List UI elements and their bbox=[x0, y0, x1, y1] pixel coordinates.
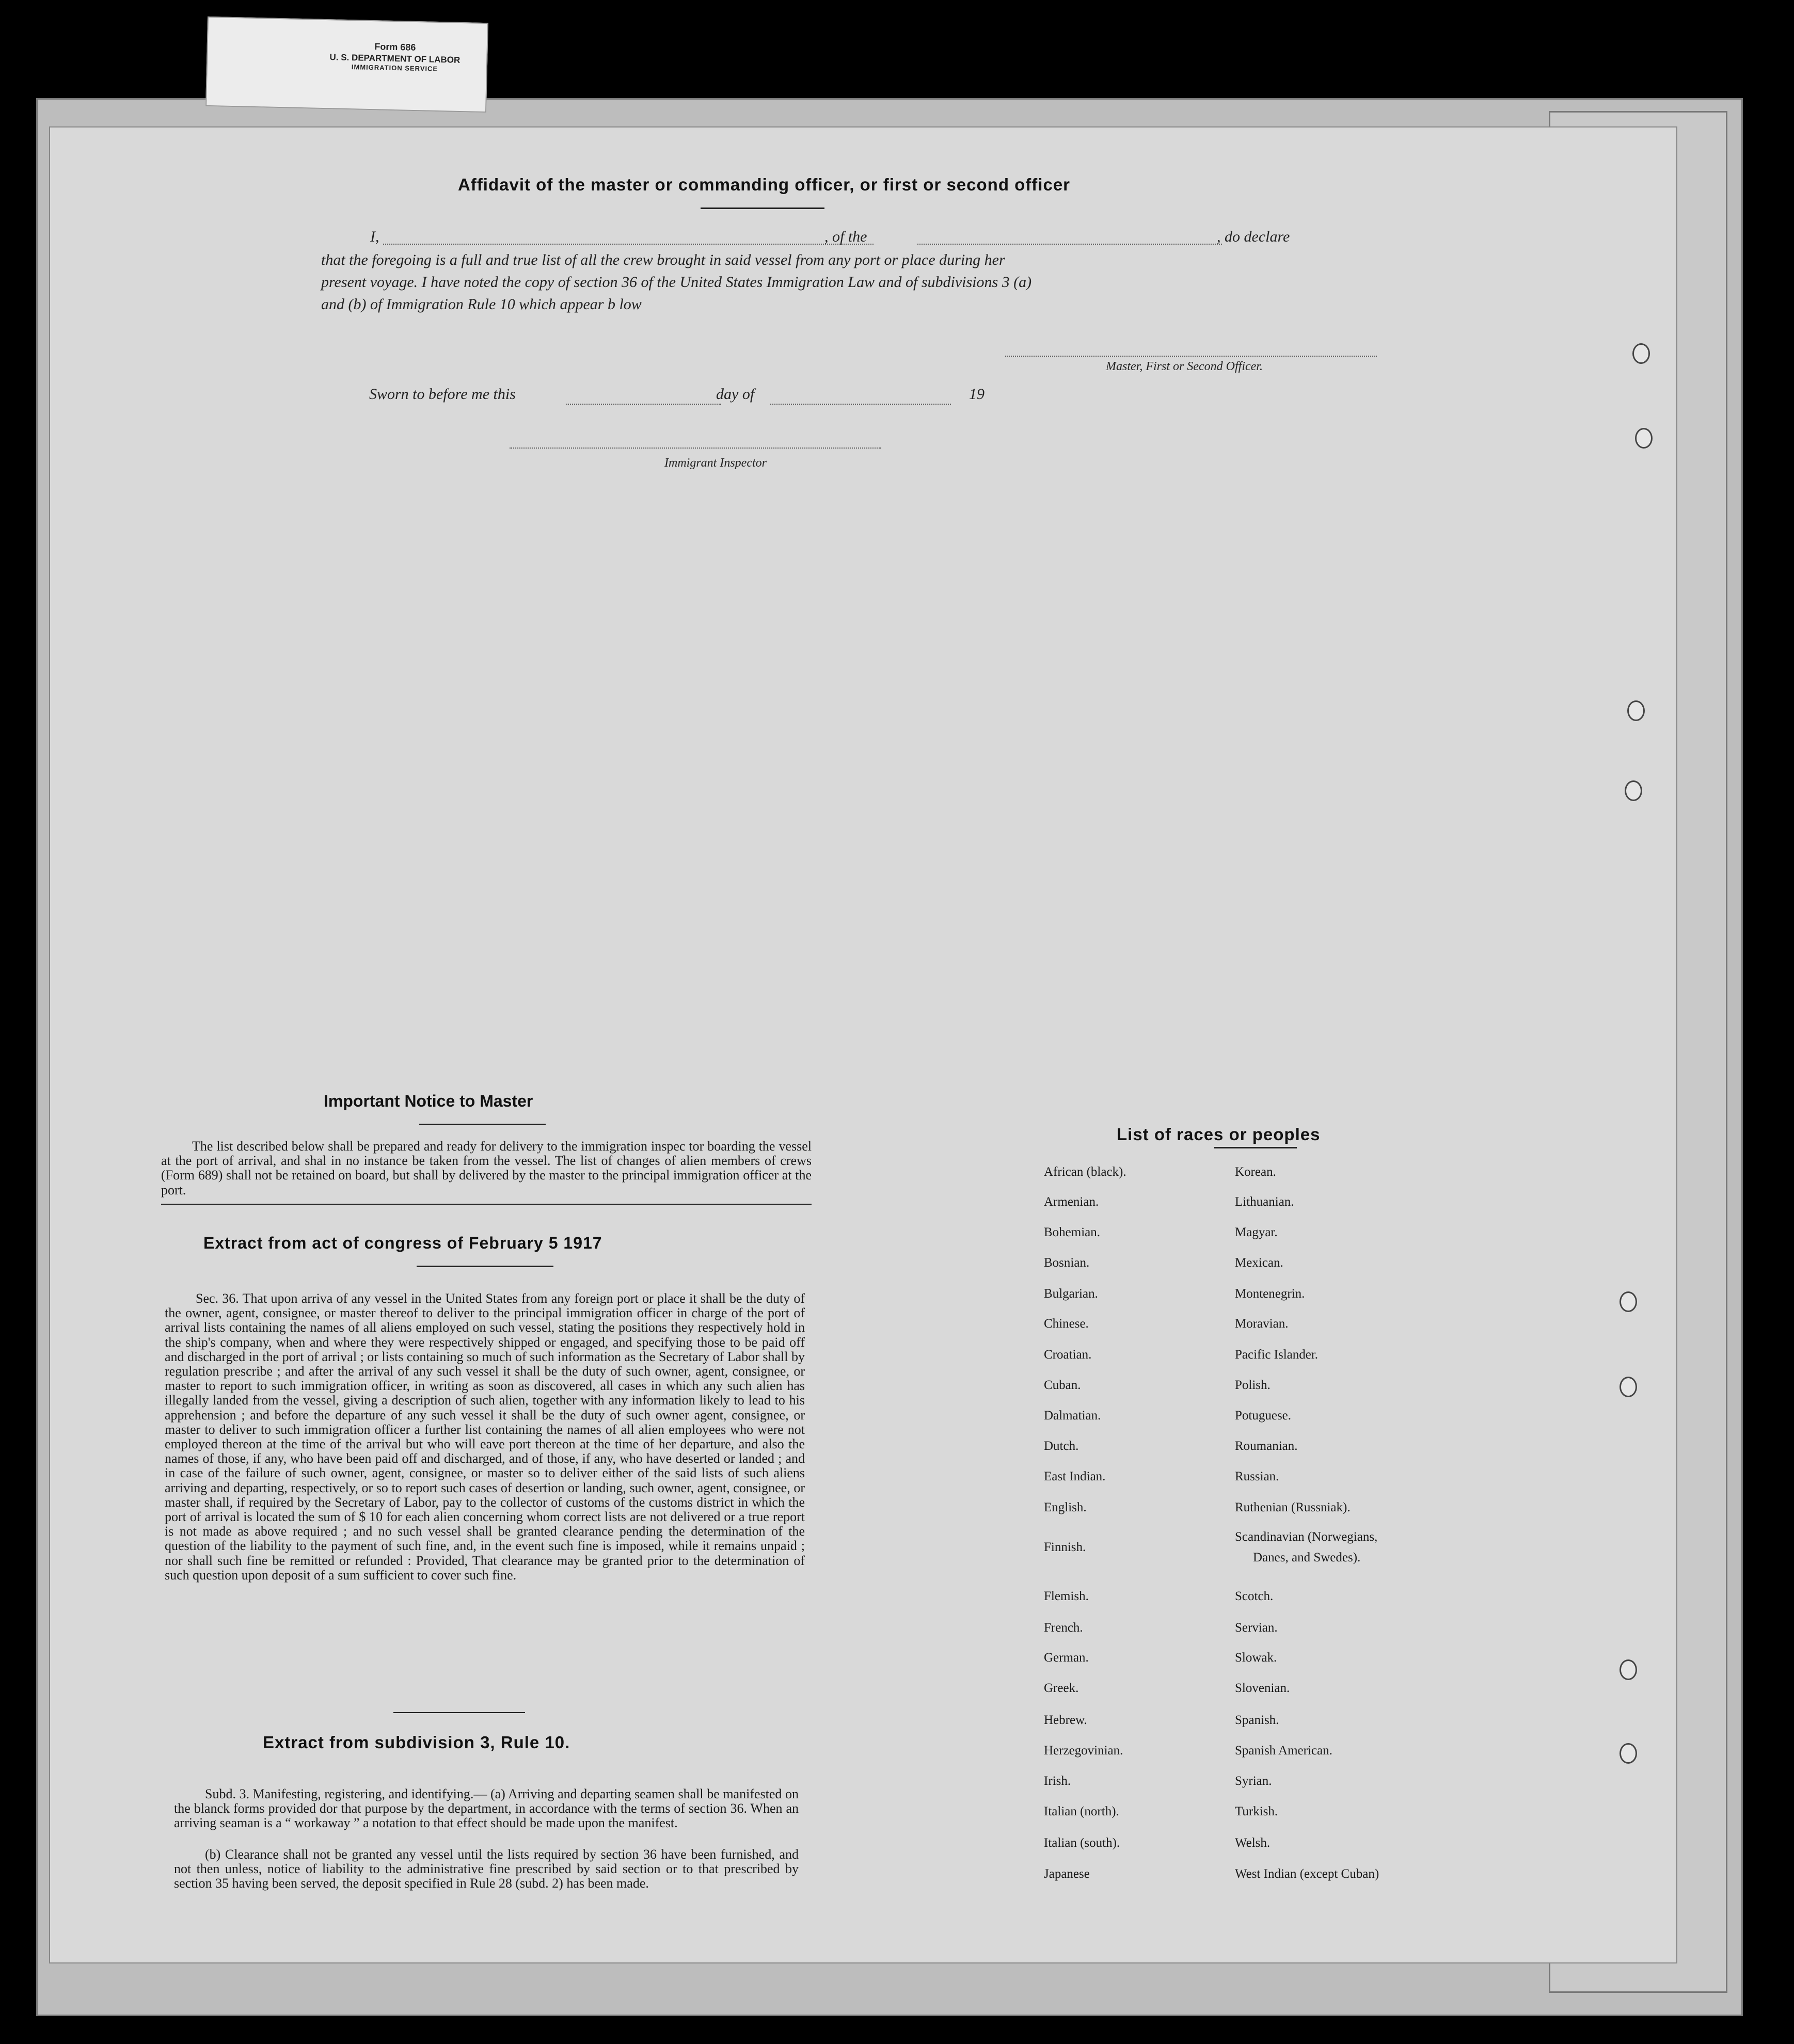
race-item: Potuguese. bbox=[1235, 1409, 1292, 1423]
race-item: Slowak. bbox=[1235, 1651, 1277, 1665]
race-item: Dutch. bbox=[1044, 1439, 1079, 1453]
race-item: Italian (north). bbox=[1044, 1805, 1119, 1818]
race-item: Servian. bbox=[1235, 1621, 1278, 1635]
race-item: Moravian. bbox=[1235, 1317, 1289, 1331]
inspector-label: Immigrant Inspector bbox=[664, 456, 767, 470]
race-item: Dalmatian. bbox=[1044, 1409, 1101, 1423]
race-item: Armenian. bbox=[1044, 1195, 1099, 1209]
binder-hole bbox=[1625, 780, 1642, 801]
notice-bottom-rule bbox=[161, 1204, 812, 1205]
signature-line bbox=[1005, 356, 1377, 357]
affidavit-of-the: , of the bbox=[824, 228, 867, 245]
affidavit-i: I, bbox=[370, 228, 379, 245]
race-item: Welsh. bbox=[1235, 1836, 1271, 1850]
race-item: East Indian. bbox=[1044, 1470, 1106, 1483]
notice-rule bbox=[419, 1124, 546, 1125]
year-text: 19 bbox=[969, 386, 985, 403]
vessel-line bbox=[917, 244, 1222, 245]
race-item: Bulgarian. bbox=[1044, 1287, 1098, 1301]
extract-act-rule bbox=[417, 1266, 553, 1267]
service-name: IMMIGRATION SERVICE bbox=[351, 62, 438, 73]
extract-act-title: Extract from act of congress of February 5 1917 bbox=[203, 1234, 602, 1252]
affidavit-line-3: present voyage. I have noted the copy of section 36 of the United States Immigration Law and of subdivisions 3 (a) bbox=[321, 274, 1032, 291]
race-item: Korean. bbox=[1235, 1165, 1276, 1179]
race-item: Spanish. bbox=[1235, 1713, 1279, 1727]
notice-title: Important Notice to Master bbox=[324, 1092, 533, 1110]
race-item: Spanish American. bbox=[1235, 1744, 1332, 1758]
race-item: Flemish. bbox=[1044, 1589, 1089, 1603]
race-item: Bosnian. bbox=[1044, 1256, 1090, 1270]
form-number: Form 686 bbox=[374, 41, 416, 53]
race-item: Mexican. bbox=[1235, 1256, 1283, 1270]
race-item: Herzegovinian. bbox=[1044, 1744, 1123, 1758]
race-item: Scotch. bbox=[1235, 1589, 1274, 1603]
race-item: Lithuanian. bbox=[1235, 1195, 1294, 1209]
extract-rule-para-a: Subd. 3. Manifesting, registering, and identifying.— (a) Arriving and departing seamen shall be manifested on the blanck forms provided dor that purpose by the department, in accordance with the terms of section 36. When an arriving seaman is a “ workaway ” a notation to that effect should be made upon the manifest. bbox=[174, 1786, 799, 1831]
affidavit-title: Affidavit of the master or commanding officer, or first or second officer bbox=[458, 175, 1071, 194]
race-item: French. bbox=[1044, 1621, 1083, 1635]
document-page bbox=[49, 126, 1677, 1963]
binder-hole bbox=[1632, 343, 1650, 364]
race-item: Greek. bbox=[1044, 1681, 1079, 1695]
race-item: Russian. bbox=[1235, 1470, 1279, 1483]
binder-hole bbox=[1620, 1743, 1637, 1764]
title-rule bbox=[701, 207, 824, 209]
race-item: Slovenian. bbox=[1235, 1681, 1290, 1695]
binder-hole bbox=[1620, 1291, 1637, 1312]
race-item: African (black). bbox=[1044, 1165, 1126, 1179]
race-item: Bohemian. bbox=[1044, 1225, 1101, 1239]
races-rule bbox=[1214, 1147, 1297, 1148]
inspector-line bbox=[510, 448, 881, 449]
race-item: Roumanian. bbox=[1235, 1439, 1298, 1453]
month-line bbox=[770, 404, 951, 405]
binder-hole bbox=[1620, 1659, 1637, 1680]
race-item: English. bbox=[1044, 1500, 1087, 1514]
race-item: Japanese bbox=[1044, 1867, 1090, 1881]
race-item: Chinese. bbox=[1044, 1317, 1089, 1331]
race-item: Polish. bbox=[1235, 1378, 1271, 1392]
race-item: Turkish. bbox=[1235, 1805, 1278, 1818]
race-item: Pacific Islander. bbox=[1235, 1348, 1319, 1362]
races-title: List of races or peoples bbox=[1117, 1125, 1321, 1144]
race-item: Cuban. bbox=[1044, 1378, 1081, 1392]
name-line bbox=[383, 244, 874, 245]
affidavit-line-2: that the foregoing is a full and true list of all the crew brought in said vessel from any port or place during her bbox=[321, 251, 1005, 268]
race-item: Hebrew. bbox=[1044, 1713, 1087, 1727]
race-item: Finnish. bbox=[1044, 1540, 1086, 1554]
sworn-day-line bbox=[566, 404, 721, 405]
form-tab-text bbox=[309, 39, 480, 74]
day-of-text: day of bbox=[716, 386, 755, 403]
extract-rule-title: Extract from subdivision 3, Rule 10. bbox=[263, 1733, 570, 1752]
sworn-text: Sworn to before me this bbox=[369, 386, 516, 403]
signature-label: Master, First or Second Officer. bbox=[1106, 360, 1263, 373]
affidavit-declare: , do declare bbox=[1217, 228, 1290, 245]
notice-text: The list described below shall be prepared and ready for delivery to the immigration inspec tor boarding the vessel at the port of arrival, and shal in no instance be taken from the vessel. The list of changes of alien members of crews (Form 689) shall not be retained on board, but shall by delivered by the master to the principal immigration officer at the port. bbox=[161, 1139, 812, 1197]
race-item: West Indian (except Cuban) bbox=[1235, 1867, 1379, 1881]
race-item: Montenegrin. bbox=[1235, 1287, 1305, 1301]
race-item: Scandinavian (Norwegians, bbox=[1235, 1530, 1378, 1544]
department-name: U. S. DEPARTMENT OF LABOR bbox=[329, 52, 461, 65]
extract-rule-para-b: (b) Clearance shall not be granted any vessel until the lists required by section 36 have been furnished, and not then unless, notice of liability to the administrative fine prescribed by said section or to that prescribed by section 35 having been served, the deposit specified in Rule 28 (subd. 2) has been made. bbox=[174, 1847, 799, 1891]
binder-hole bbox=[1627, 700, 1645, 721]
race-scandinavian-cont: Danes, and Swedes). bbox=[1253, 1551, 1361, 1564]
race-item: Croatian. bbox=[1044, 1348, 1092, 1362]
affidavit-line-4: and (b) of Immigration Rule 10 which appear b low bbox=[321, 296, 642, 313]
binder-hole bbox=[1620, 1377, 1637, 1397]
extract-act-text: Sec. 36. That upon arriva of any vessel in the United States from any foreign port or place it shall be the duty of the owner, agent, consignee, or master thereof to deliver to the principal immigration officer in charge of the port of arrival lists containing the names of all aliens employed on such vessel, stating the positions they respectively hold in the ship's company, when and where they were respectively shipped or engaged, and specifying those to be paid off and discharged in the port of arrival ; or lists containing so much of such information as the Secretary of Labor shall by regulation prescribe ; and after the arrival of any such vessel it shall be the duty of such owner, agent, consignee, or master to report to such immigration officer, in writing as soon as discovered, all cases in which any such alien has illegally landed from the vessel, giving a description of such alien, together with any information likely to lead to his apprehension ; and before the departure of any such vessel it shall be the duty of such owner agent, consignee, or master to deliver to such immigration officer a further list containing the names of all alien employees who were not employed thereon at the time of the arrival but who will eave port thereon at the time of her departure, and also the names of those, if any, who have been paid off and discharged, and of those, if any, who have deserted or landed ; and in case of the failure of such owner, agent, consignee, or master so to deliver either of the said lists of such aliens arriving and departing, respectively, or so to report such cases of desertion or landing, such owner, agent, consignee, or master shall, if required by the Secretary of Labor, pay to the collector of customs of the customs district in which the port of arrival is located the sum of $ 10 for each alien concerning whom correct lists are not delivered or a true report is not made as above required ; and no such vessel shall be granted clearance pending the determination of the question of the liability to the payment of such fine, and, in the event such fine is imposed, while it remains unpaid ; nor shall such fine be remitted or refunded : Provided, That clearance may be granted prior to the determination of such question upon deposit of a sum sufficient to cover such fine. bbox=[165, 1291, 805, 1583]
race-item: Ruthenian (Russniak). bbox=[1235, 1500, 1351, 1514]
race-item: Magyar. bbox=[1235, 1225, 1278, 1239]
race-item: Irish. bbox=[1044, 1774, 1071, 1788]
binder-hole bbox=[1635, 428, 1653, 449]
extract-act-end-rule bbox=[393, 1712, 525, 1713]
race-item: Syrian. bbox=[1235, 1774, 1272, 1788]
race-item: German. bbox=[1044, 1651, 1089, 1665]
race-item: Italian (south). bbox=[1044, 1836, 1120, 1850]
